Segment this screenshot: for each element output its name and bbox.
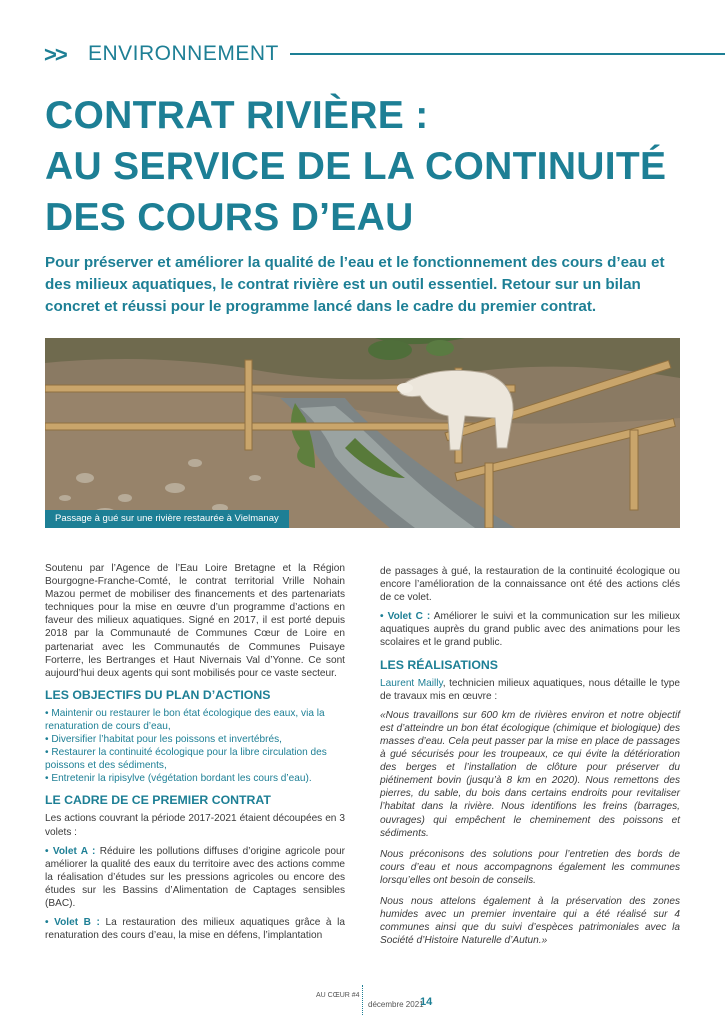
realisations-intro-text: , technicien milieux aquatiques, nous détaille le type de travaux mis en œuvre : [380, 677, 680, 702]
heading-cadre: LE CADRE DE CE PREMIER CONTRAT [45, 793, 271, 808]
footer-separator [362, 985, 363, 1015]
realisations-intro [380, 677, 680, 703]
section-label: ENVIRONNEMENT [88, 42, 279, 65]
river-photo [45, 338, 680, 528]
right-column [380, 565, 680, 955]
title-line-3: DES COURS D’EAU [45, 196, 414, 239]
issue-date: décembre 2021 [368, 1000, 424, 1009]
volet-a-label: • Volet A : [45, 845, 96, 857]
volet-c-paragraph [380, 610, 680, 649]
volet-c-text: Améliorer le suivi et la communication sur les milieux aquatiques auprès du grand public avec des animations pour les scolaires et le grand public. [380, 611, 680, 649]
volet-b-continued: de passages à gué, la restauration de la continuité écologique ou encore l’amélioration de la connaissance ont été des actions clés de ce volet. [380, 566, 680, 604]
left-column [45, 562, 345, 948]
quote-paragraph-1: «Nous travaillons sur 600 km de rivières environ et notre objectif est d’atteindre un bon état écologique (chimique et biologique) des masses d’eau. Cela peut passer par la mise en place de passages à gué sécurisés pour les troupeaux, ce qui évite la détérioration des berges et l’installation de clôture pour préserver du piétinement bovin (jusqu’à 8 km en 2020). Nous remettons des pierres, du sable, du bois dans certains endroits pour revitaliser l’habitat dans la rivière. Nous identifions les freins (barrages, ouvrages) qui empêchent le cheminement des poissons et sédiments. [380, 709, 680, 839]
list-item: • Entretenir la ripisylve (végétation bordant les cours d’eau). [45, 773, 312, 785]
quote-paragraph-2: Nous préconisons des solutions pour l’entretien des bords de cours d’eau et nous accompagnons également les communes lorsqu’elles ont besoin de conseils. [380, 848, 680, 886]
volet-a-text: Réduire les pollutions diffuses d’origine agricole pour améliorer la qualité des eaux du territoire avec des actions comme la réalisation d’études sur les pressions agricoles ou encore des études sur les Bassins d’Alimentation de Captages sensibles (BAC). [45, 845, 345, 909]
list-item: • Maintenir ou restaurer le bon état écologique des eaux, via la renaturation de cours d’eau, [45, 707, 325, 732]
intro-paragraph: Soutenu par l’Agence de l’Eau Loire Bretagne et la Région Bourgogne-Franche-Comté, le contrat territorial Vrille Nohain Mazou permet de mobiliser des financements et des partenariats techniques pour la mise en œuvre d’un programme d’actions en faveur des milieux aquatiques. Signé en 2017, il est porté depuis 2018 par la Communauté de Communes Cœur de Loire en partenariat avec les Communautés de Communes Puisaye Forterre, les Bertranges et Haut Nivernais Val d’Yonne. Ce sont aujourd’hui deux agents qui sont mobilisés pour ce vaste secteur. [45, 563, 345, 679]
heading-realisations: LES RÉALISATIONS [380, 657, 498, 672]
page-footer [0, 985, 725, 1015]
person-name: Laurent Mailly [380, 677, 443, 689]
page-number: 14 [420, 996, 433, 1008]
list-item: • Diversifier l’habitat pour les poissons et invertébrés, [45, 734, 282, 746]
section-header [44, 40, 725, 70]
lead-paragraph: Pour préserver et améliorer la qualité de l’eau et le fonctionnement des cours d’eau et des milieux aquatiques, le contrat rivière est un outil essentiel. Retour sur un bilan concret et réussi pour le programme lancé dans le cadre du premier contrat. [45, 254, 665, 315]
list-item: • Restaurer la continuité écologique pour la libre circulation des poissons et des sédiments, [45, 747, 327, 772]
title-line-1: CONTRAT RIVIÈRE : [45, 94, 429, 137]
objectives-list [45, 707, 345, 786]
volet-b-label: • Volet B : [45, 917, 100, 929]
header-rule [290, 53, 725, 55]
double-chevron-icon: >> [44, 42, 66, 67]
volet-b-paragraph [45, 916, 345, 942]
cadre-intro: Les actions couvrant la période 2017-2021 étaient découpées en 3 volets : [45, 813, 345, 838]
volet-a-paragraph [45, 845, 345, 910]
quote-paragraph-3: Nous nous attelons également à la préservation des zones humides avec un premier inventaire qui a été réalisé sur 4 communes ainsi que du suivi d’espèces patrimoniales avec la Société d’Histoire Naturelle d’Autun.» [380, 895, 680, 947]
title-line-2: AU SERVICE DE LA CONTINUITÉ [45, 145, 667, 188]
page-title [45, 90, 705, 243]
volet-b-text: La restauration des milieux aquatiques grâce à la renaturation des cours d’eau, la mise en défens, l’implantation [45, 917, 345, 942]
volet-c-label: • Volet C : [380, 611, 431, 623]
photo-caption: Passage à gué sur une rivière restaurée à Vielmanay [45, 510, 289, 528]
magazine-name: AU CŒUR #4 [316, 992, 360, 999]
heading-objectifs: LES OBJECTIFS DU PLAN D’ACTIONS [45, 687, 271, 702]
